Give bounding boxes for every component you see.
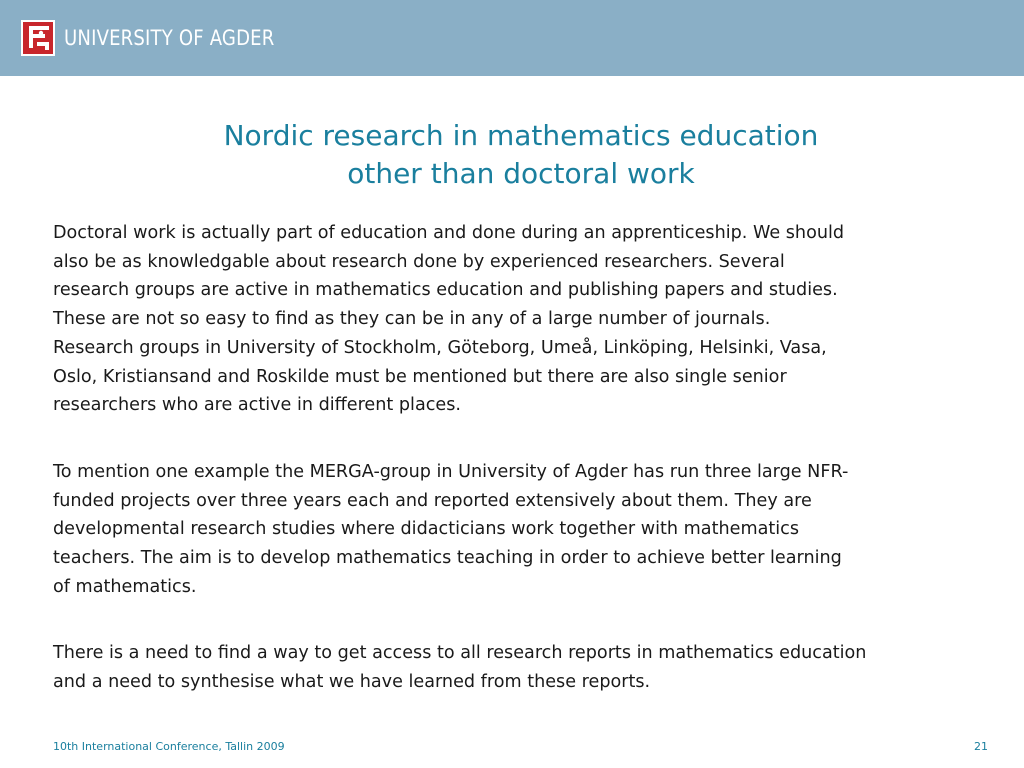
text-line: These are not so easy to find as they can be in any of a large number of journals. bbox=[53, 309, 771, 330]
text-line: also be as knowledgable about research done by experienced researchers. Several bbox=[53, 251, 785, 272]
text-line: There is a need to find a way to get access to all research reports in mathematics education bbox=[53, 643, 867, 664]
slide-title-line-1: Nordic research in mathematics education bbox=[223, 119, 819, 152]
text-line: To mention one example the MERGA-group in University of Agder has run three large NFR- bbox=[53, 461, 849, 482]
text-line: Oslo, Kristiansand and Roskilde must be mentioned but there are also single senior bbox=[53, 366, 787, 387]
paragraph-need-access bbox=[53, 639, 988, 696]
text-line: developmental research studies where didacticians work together with mathematics bbox=[53, 519, 800, 540]
page-number: 21 bbox=[974, 740, 988, 753]
text-line: research groups are active in mathematics education and publishing papers and studies. bbox=[53, 280, 838, 301]
text-line: and a need to synthesise what we have learned from these reports. bbox=[53, 672, 651, 693]
footer-conference: 10th International Conference, Tallin 2009 bbox=[53, 740, 285, 753]
text-line: of mathematics. bbox=[53, 576, 197, 597]
text-line: teachers. The aim is to develop mathematics teaching in order to achieve better learning bbox=[53, 548, 842, 569]
header-bar bbox=[0, 0, 1024, 76]
paragraph-doctoral-work bbox=[53, 219, 988, 420]
slide-body bbox=[53, 219, 988, 735]
text-line: Research groups in University of Stockholm, Göteborg, Umeå, Linköping, Helsinki, Vasa, bbox=[53, 337, 827, 358]
text-line: researchers who are active in different places. bbox=[53, 395, 461, 416]
text-line: funded projects over three years each and reported extensively about them. They are bbox=[53, 490, 812, 511]
paragraph-merga-example bbox=[53, 458, 988, 602]
university-name: UNIVERSITY OF AGDER bbox=[64, 26, 275, 50]
university-logo-icon bbox=[21, 20, 55, 56]
slide-title bbox=[0, 117, 1024, 193]
slide-title-line-2: other than doctoral work bbox=[347, 157, 695, 190]
text-line: Doctoral work is actually part of education and done during an apprenticeship. We should bbox=[53, 223, 845, 243]
